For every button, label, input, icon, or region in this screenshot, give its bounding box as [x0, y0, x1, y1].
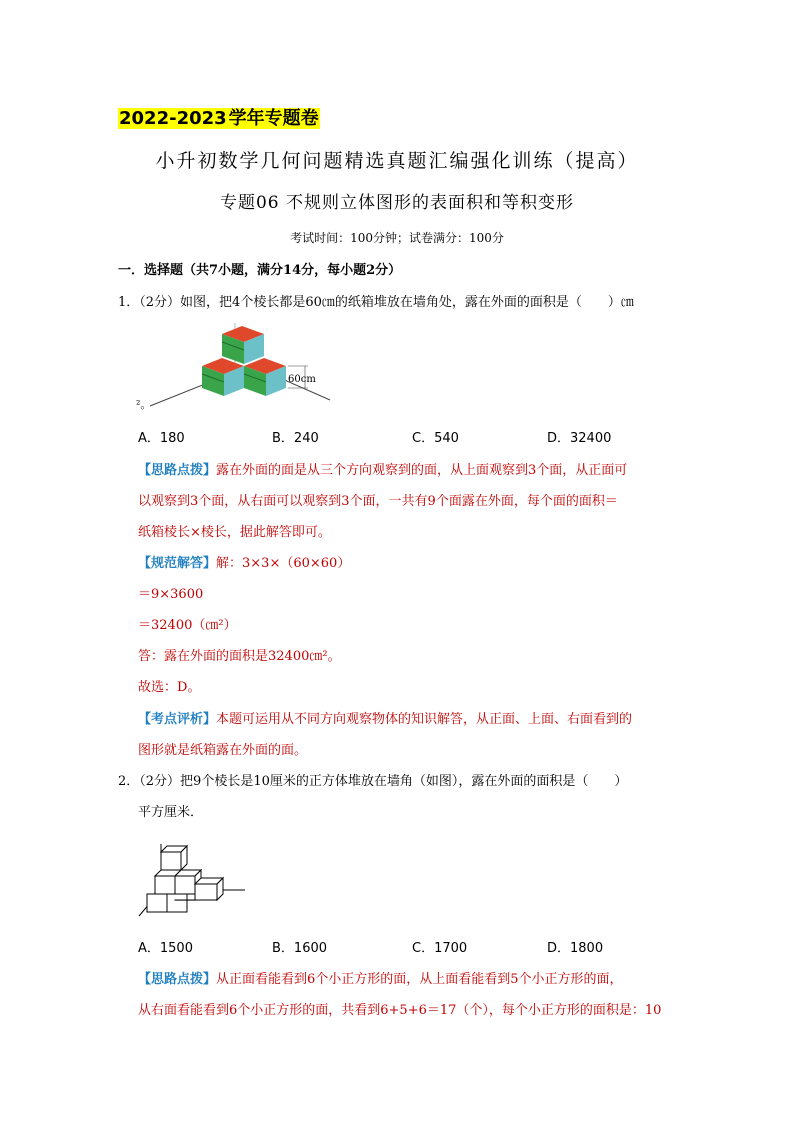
- q1-hint-line-2: 以观察到3个面，从右面可以观察到3个面，一共有9个面露在外面，每个面的面积＝: [138, 494, 618, 509]
- q1-stem: 1．（2分）如图，把4个棱长都是60㎝的纸箱堆放在墙角处，露在外面的面积是（ ）㎝: [118, 295, 634, 310]
- q1-choice-label: 故选：: [138, 680, 178, 695]
- q2-option-d[interactable]: D．1800: [547, 941, 604, 956]
- q1-solution-line-2: ＝9×3600: [138, 587, 204, 602]
- q1-choice: [138, 676, 200, 695]
- q1-solution-line-3: ＝32400（㎝²）: [138, 618, 237, 633]
- exam-info: 考试时间：100分钟；试卷满分：100分: [290, 231, 504, 245]
- q1-option-d[interactable]: D．32400: [547, 431, 612, 446]
- q1-comment-tag: 【考点评析】: [138, 712, 217, 727]
- q1-hint-line-3: 纸箱棱长×棱长，据此解答即可。: [138, 525, 331, 540]
- page-subtitle: 专题06 不规则立体图形的表面积和等积变形: [219, 193, 575, 213]
- q2-option-a[interactable]: A．1500: [138, 941, 193, 956]
- q2-stem-line-1: 2．（2分）把9个棱长是10厘米的正方体堆放在墙角（如图），露在外面的面积是（ ）: [118, 774, 628, 789]
- q1-comment-line-1: [138, 708, 632, 727]
- q1-answer-label: 答：: [138, 649, 165, 664]
- q2-hint-line-1: [138, 968, 623, 987]
- q1-option-a[interactable]: A．180: [138, 431, 185, 446]
- q1-hint-line-1: [138, 459, 627, 478]
- q2-hint-text-1: 从正面看能看到6个小正方形的面，从上面看能看到5个小正方形的面，: [216, 972, 623, 987]
- q2-figure: [135, 838, 255, 922]
- year-suffix: 学年专题卷: [228, 108, 319, 129]
- section-title: 一．选择题（共7小题，满分14分，每小题2分）: [118, 263, 402, 278]
- q1-option-c[interactable]: C．540: [412, 431, 459, 446]
- q1-solution-text-1: 解：3×3×（60×60）: [216, 556, 351, 571]
- q1-solution-line-1: [138, 552, 350, 571]
- q2-option-b[interactable]: B．1600: [272, 941, 328, 956]
- q1-hint-tag: 【思路点拨】: [138, 463, 217, 478]
- q2-option-c[interactable]: C．1700: [412, 941, 468, 956]
- q2-hint-tag: 【思路点拨】: [138, 972, 217, 987]
- q2-stem-line-2: 平方厘米．: [138, 805, 204, 820]
- q1-comment-line-2: 图形就是纸箱露在外面的面。: [138, 743, 308, 758]
- year-tag: [118, 104, 320, 130]
- q1-figure-label: 60cm: [288, 374, 316, 385]
- q1-hint-text-1: 露在外面的面是从三个方向观察到的面，从上面观察到3个面，从正面可: [216, 463, 628, 478]
- page-title: 小升初数学几何问题精选真题汇编强化训练（提高）: [155, 150, 639, 172]
- q1-answer-text: 露在外面的面积是32400㎝²。: [164, 649, 341, 664]
- q1-comment-text-1: 本题可运用从不同方向观察物体的知识解答，从正面、上面、右面看到的: [216, 712, 633, 727]
- q1-stem-tail: ²。: [136, 398, 152, 411]
- q1-choice-text: D。: [177, 680, 201, 695]
- q1-answer: [138, 645, 341, 664]
- q1-option-b[interactable]: B．240: [272, 431, 319, 446]
- q1-solution-tag: 【规范解答】: [138, 556, 217, 571]
- year-highlight: 2022-2023: [119, 108, 227, 129]
- q1-figure: [140, 318, 340, 408]
- q2-hint-line-2: 从右面看能看到6个小正方形的面，共看到6+5+6＝17（个），每个小正方形的面积是：10: [138, 1003, 662, 1018]
